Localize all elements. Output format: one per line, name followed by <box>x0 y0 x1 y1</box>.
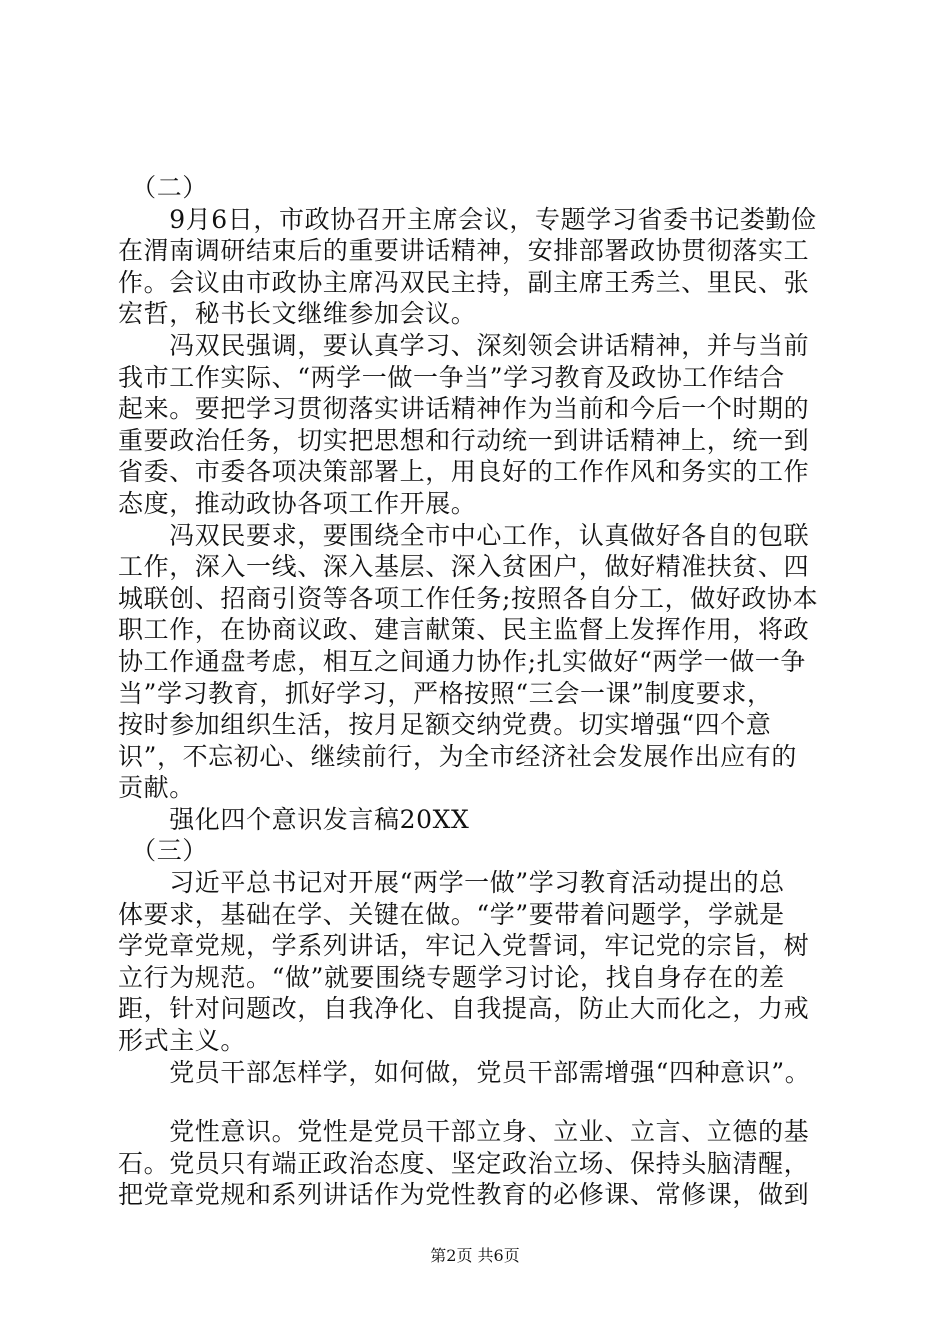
paragraph-line: 体要求，基础在学、关键在做。“学”要带着问题学，学就是 <box>118 899 785 929</box>
paragraph-line: 形式主义。 <box>118 1026 247 1056</box>
document-body <box>118 172 838 1211</box>
paragraph-line: 宏哲，秘书长文继维参加会议。 <box>118 299 477 329</box>
paragraph-line: 识”，不忘初心、继续前行，为全市经济社会发展作出应有的 <box>118 741 797 771</box>
paragraph-line: 重要政治任务，切实把思想和行动统一到讲话精神上，统一到 <box>118 425 810 455</box>
paragraph-line: 距，针对问题改，自我净化、自我提高，防止大而化之，力戒 <box>118 994 810 1024</box>
section-heading: （三） <box>118 836 208 866</box>
paragraph-line: 学党章党规，学系列讲话，牢记入党誓词，牢记党的宗旨，树 <box>118 931 810 961</box>
paragraph-line: 协工作通盘考虑，相互之间通力协作;扎实做好“两学一做一争 <box>118 646 807 676</box>
paragraph-line: 石。党员只有端正政治态度、坚定政治立场、保持头脑清醒， <box>118 1148 810 1178</box>
paragraph-line: 把党章党规和系列讲话作为党性教育的必修课、常修课，做到 <box>118 1180 810 1210</box>
paragraph-line: 冯双民要求，要围绕全市中心工作，认真做好各自的包联 <box>118 520 810 550</box>
paragraph-line: 贡献。 <box>118 773 195 803</box>
paragraph-line: 在渭南调研结束后的重要讲话精神，安排部署政协贯彻落实工 <box>118 236 810 266</box>
paragraph-line: 态度，推动政协各项工作开展。 <box>118 488 477 518</box>
section-heading: （二） <box>118 173 208 202</box>
paragraph-line: 作。会议由市政协主席冯双民主持，副主席王秀兰、里民、张 <box>118 267 810 297</box>
paragraph-line: 省委、市委各项决策部署上，用良好的工作作风和务实的工作 <box>118 457 810 487</box>
paragraph-line: 职工作，在协商议政、建言献策、民主监督上发挥作用，将政 <box>118 615 810 645</box>
paragraph-line: 冯双民强调，要认真学习、深刻领会讲话精神，并与当前 <box>118 330 810 360</box>
document-title-line: 强化四个意识发言稿20XX <box>118 804 470 834</box>
paragraph-line: 党性意识。党性是党员干部立身、立业、立言、立德的基 <box>118 1117 810 1147</box>
page-number-footer: 第2页 共6页 <box>430 1246 520 1265</box>
paragraph-line: 起来。要把学习贯彻落实讲话精神作为当前和今后一个时期的 <box>118 394 810 424</box>
blank-line <box>118 1088 838 1116</box>
paragraph-line: 习近平总书记对开展“两学一做”学习教育活动提出的总 <box>118 868 785 898</box>
paragraph-line: 工作，深入一线、深入基层、深入贫困户，做好精准扶贫、四 <box>118 552 810 582</box>
paragraph-line: 立行为规范。“做”就要围绕专题学习讨论，找自身存在的差 <box>118 962 785 992</box>
paragraph-line: 按时参加组织生活，按月足额交纳党费。切实增强“四个意 <box>118 710 772 740</box>
paragraph-line: 我市工作实际、“两学一做一争当”学习教育及政协工作结合 <box>118 362 785 392</box>
paragraph-line: 当”学习教育，抓好学习，严格按照“三会一课”制度要求， <box>118 678 773 708</box>
paragraph-line: 9月6日，市政协召开主席会议，专题学习省委书记娄勤俭 <box>118 204 817 234</box>
paragraph-line: 党员干部怎样学，如何做，党员干部需增强“四种意识”。 <box>118 1057 811 1087</box>
paragraph-line: 城联创、招商引资等各项工作任务;按照各自分工，做好政协本 <box>118 583 819 613</box>
